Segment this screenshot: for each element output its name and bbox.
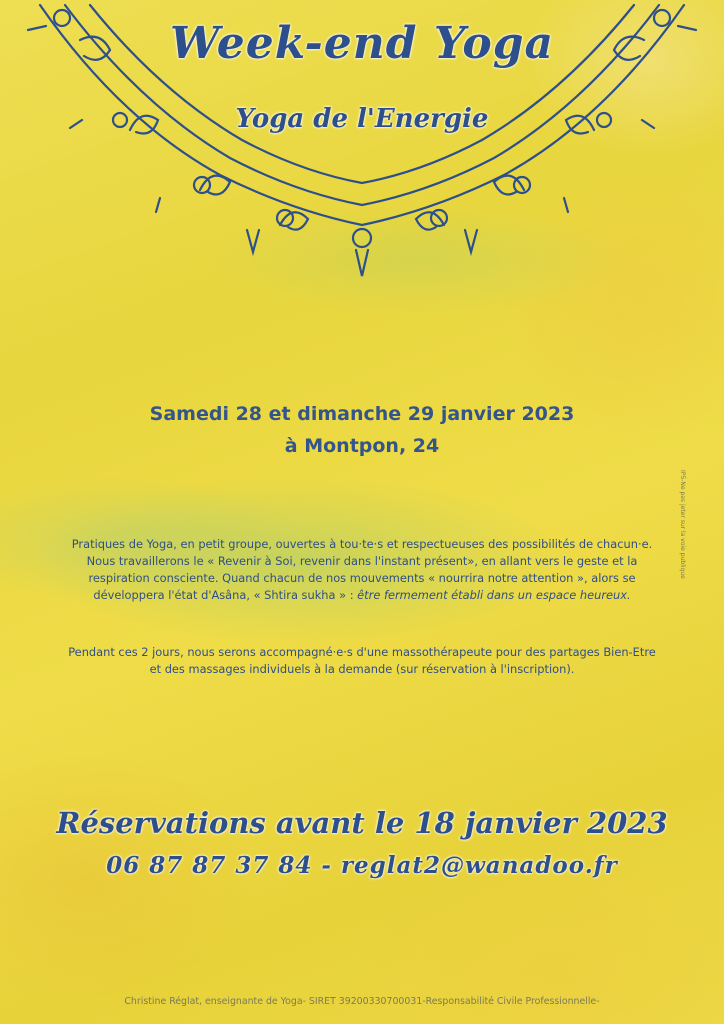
page-title: Week-end Yoga	[169, 18, 555, 69]
reservation-deadline: Réservations avant le 18 janvier 2023	[56, 806, 668, 840]
description-line: et des massages individuels à la demande (sur réservation à l'inscription).	[149, 662, 575, 676]
description-line: Nous travaillerons le « Revenir à Soi, revenir dans l'instant présent», en allant vers le geste et la	[86, 554, 638, 568]
description-line: Pendant ces 2 jours, nous serons accompagné·e·s d'une massothérapeute pour des partages Bien-Etre	[68, 645, 656, 659]
side-note: IPS-Ne pas jeter sur la voie publique	[679, 470, 686, 579]
page-subtitle: Yoga de l'Energie	[235, 104, 489, 134]
description-paragraph-2	[40, 644, 684, 678]
event-place-line: à Montpon, 24	[284, 435, 440, 457]
description-line: respiration consciente. Quand chacun de nos mouvements « nourrira notre attention », alors se	[88, 571, 636, 585]
reservation-contact: 06 87 87 37 84 - reglat2@wanadoo.fr	[106, 852, 618, 879]
description-line: développera l'état d'Asâna, « Shtira sukha » :	[93, 588, 358, 602]
description-paragraph-1	[40, 536, 684, 604]
description-line: Pratiques de Yoga, en petit groupe, ouvertes à tou·te·s et respectueuses des possibilités de chacun·e.	[71, 537, 653, 551]
footer-credits: Christine Réglat, enseignante de Yoga- SIRET 39200330700031-Responsabilité Civile Professionnelle-	[124, 996, 600, 1007]
event-date-line: Samedi 28 et dimanche 29 janvier 2023	[149, 403, 575, 425]
event-dates	[0, 398, 724, 462]
description-line-last	[40, 587, 684, 604]
description-emphasis: être fermement établi dans un espace heureux.	[357, 588, 631, 602]
